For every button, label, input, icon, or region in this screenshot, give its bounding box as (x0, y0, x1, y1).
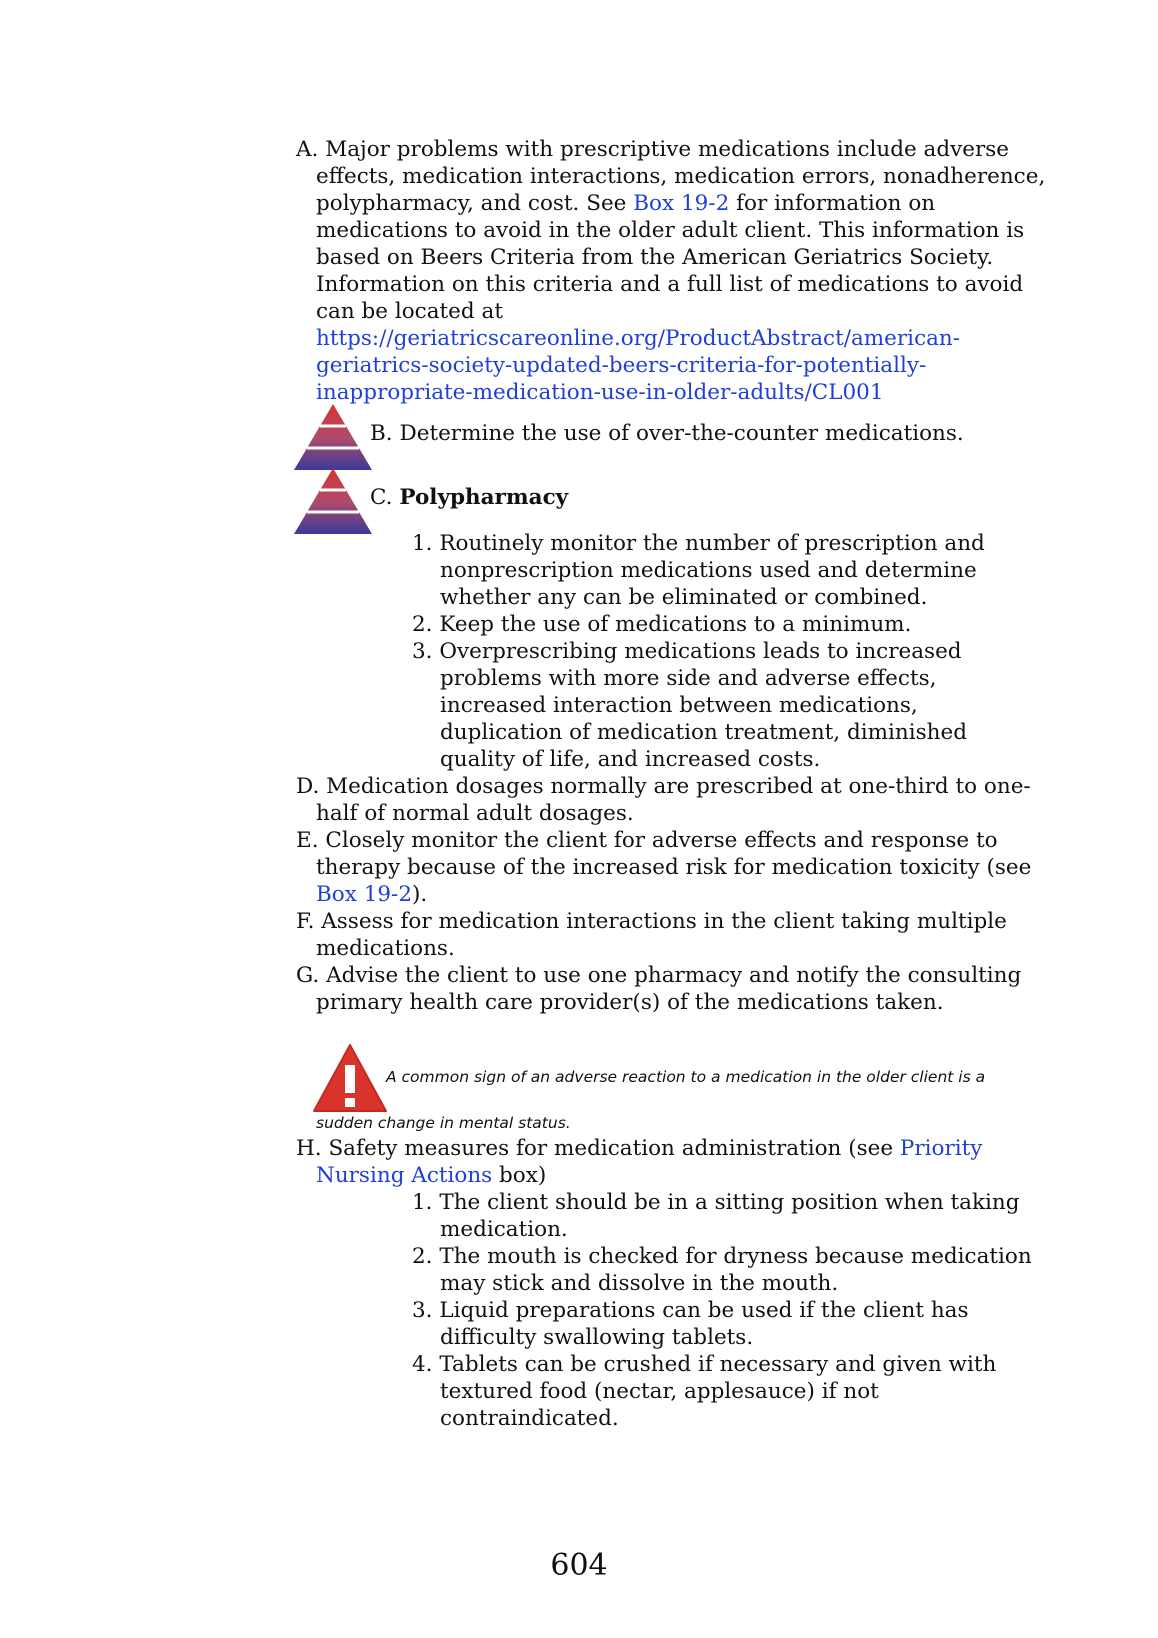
h-line-2-tail: box) (492, 1163, 547, 1188)
c-item-3-num: 3. (412, 639, 433, 664)
f-line-1: Assess for medication interactions in the client taking multiple (321, 909, 1007, 934)
c-item-3-line-1: Overprescribing medications leads to increased (439, 639, 962, 664)
c-item-1-line-3: whether any can be eliminated or combined. (440, 585, 928, 610)
c-item-2-num: 2. (412, 612, 433, 637)
c-item-3-line-2: problems with more side and adverse effects, (440, 666, 937, 691)
e-line-1: Closely monitor the client for adverse effects and response to (325, 828, 998, 853)
label-d: D. (296, 774, 320, 799)
c-item-1-line-1: Routinely monitor the number of prescription and (439, 531, 985, 556)
g-line-2: primary health care provider(s) of the medications taken. (316, 990, 944, 1015)
warning-line-2: sudden change in mental status. (316, 1114, 571, 1132)
polypharmacy-title: Polypharmacy (399, 485, 569, 510)
d-line-1: Medication dosages normally are prescribed at one-third to one- (326, 774, 1031, 799)
warning-icon (312, 1043, 388, 1113)
section-b (370, 420, 964, 448)
h-item-2-num: 2. (412, 1244, 433, 1269)
label-c: C. (370, 485, 393, 510)
h-item-1-num: 1. (412, 1190, 433, 1215)
a-line-4: medications to avoid in the older adult client. This information is (316, 218, 1025, 243)
c-item-2-line-1: Keep the use of medications to a minimum. (439, 612, 912, 637)
d-line-2: half of normal adult dosages. (316, 801, 634, 826)
h-line-1: Safety measures for medication administration (see (328, 1136, 900, 1161)
label-f: F. (296, 909, 315, 934)
h-item-4-line-3: contraindicated. (440, 1406, 619, 1431)
h-item-3-line-1: Liquid preparations can be used if the client has (439, 1298, 969, 1323)
label-h: H. (296, 1136, 322, 1161)
h-item-4-num: 4. (412, 1352, 433, 1377)
h-item-4-line-1: Tablets can be crushed if necessary and given with (439, 1352, 997, 1377)
e-line-2: therapy because of the increased risk for medication toxicity (see (316, 855, 1032, 880)
e-line-3-tail: ). (412, 882, 428, 907)
c-item-3-line-5: quality of life, and increased costs. (440, 747, 821, 772)
section-e (296, 827, 998, 855)
f-line-2: medications. (316, 936, 455, 961)
warning-line-1: A common sign of an adverse reaction to a medication in the older client is a (386, 1068, 986, 1086)
a-line-2: effects, medication interactions, medication errors, nonadherence, (316, 164, 1046, 189)
a-line-3: polypharmacy, and cost. See (316, 191, 634, 216)
a-line-7: can be located at (316, 299, 503, 324)
h-item-4-line-2: textured food (nectar, applesauce) if not (440, 1379, 879, 1404)
h-item-1-line-2: medication. (440, 1217, 568, 1242)
c-item-1-num: 1. (412, 531, 433, 556)
h-item-1-line-1: The client should be in a sitting position when taking (439, 1190, 1020, 1215)
c-item-1-line-2: nonprescription medications used and determine (440, 558, 977, 583)
pyramid-icon (294, 404, 372, 470)
section-h (296, 1135, 982, 1163)
h-item-2-line-2: may stick and dissolve in the mouth. (440, 1271, 839, 1296)
beers-url-line-1[interactable]: https://geriatricscareonline.org/ProductAbstract/american- (316, 326, 961, 351)
b-text: Determine the use of over-the-counter medications. (399, 421, 964, 446)
c-item-3-line-3: increased interaction between medications, (440, 693, 918, 718)
box-19-2-link[interactable]: Box 19-2 (316, 882, 413, 907)
label-b: B. (370, 421, 393, 446)
pyramid-icon (294, 468, 372, 534)
a-line-1: Major problems with prescriptive medications include adverse (325, 137, 1010, 162)
section-d (296, 773, 1031, 801)
section-f (296, 908, 1007, 936)
priority-link[interactable]: Priority (899, 1136, 983, 1161)
a-line-5: based on Beers Criteria from the American Geriatrics Society. (316, 245, 994, 270)
h-item-3-num: 3. (412, 1298, 433, 1323)
page-number: 604 (550, 1548, 608, 1583)
beers-url-line-3[interactable]: inappropriate-medication-use-in-older-adults/CL001 (316, 380, 884, 405)
g-line-1: Advise the client to use one pharmacy and notify the consulting (326, 963, 1022, 988)
a-line-6: Information on this criteria and a full list of medications to avoid (316, 272, 1024, 297)
section-g (296, 962, 1021, 990)
label-a: A. (296, 137, 319, 162)
c-item-3-line-4: duplication of medication treatment, diminished (440, 720, 967, 745)
label-e: E. (296, 828, 319, 853)
label-g: G. (296, 963, 320, 988)
h-item-3-line-2: difficulty swallowing tablets. (440, 1325, 754, 1350)
section-c-heading (370, 484, 568, 512)
beers-url-line-2[interactable]: geriatrics-society-updated-beers-criteria-for-potentially- (316, 353, 927, 378)
a-line-3-tail: for information on (729, 191, 936, 216)
nursing-actions-link[interactable]: Nursing Actions (316, 1163, 493, 1188)
box-19-2-link[interactable]: Box 19-2 (633, 191, 730, 216)
h-item-2-line-1: The mouth is checked for dryness because medication (439, 1244, 1032, 1269)
